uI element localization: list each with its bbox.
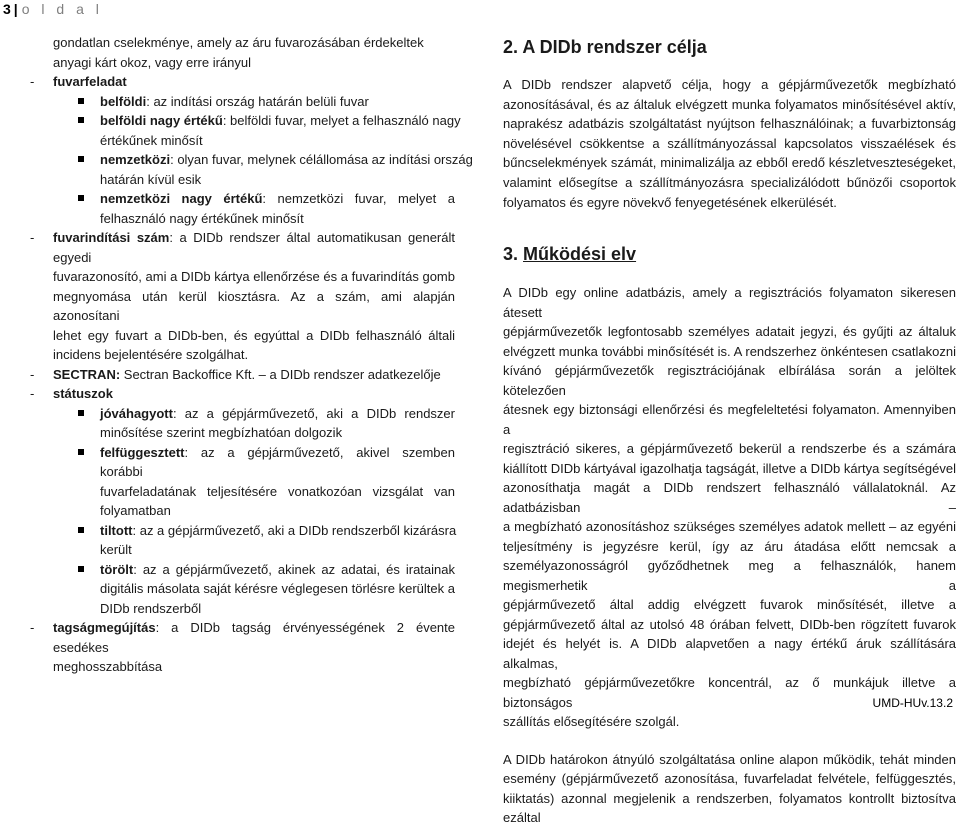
left-column (30, 33, 473, 677)
item-term: tiltott (100, 522, 133, 538)
list-dash: - (30, 386, 35, 401)
text-line: gondatlan cselekménye, amely az áru fuvarozásában érdekeltek (53, 35, 424, 50)
item-term: nemzetközi (100, 152, 171, 167)
text-line: anyagi kárt okoz, vagy erre irányul (53, 54, 251, 70)
item-term: belföldi (100, 93, 147, 109)
definition-term: státuszok (53, 386, 113, 401)
square-bullet-icon (78, 156, 84, 162)
list-dash: - (30, 74, 35, 89)
list-item: tiltott: az a gépjárművezető, aki a DIDb rendszerből kizárásra került (31, 521, 455, 560)
page-word: o l d a l (21, 1, 103, 17)
definition-term: tagságmegújítás (53, 620, 156, 635)
page-number: 3 (3, 1, 11, 17)
section-3-paragraph-1: A DIDb egy online adatbázis, amely a regisztrációs folyamaton sikeresen átesett gépjárművezetők legfontosabb személyes adatait jegyzi, és gyűjti az általuk elvégzett munka további minősítését is. A rendszerhez önkéntesen csatlakozni kívánó gépjárművezetők regisztrációjának elbírálása során a jelöltek kötelezően átesnek egy biztonsági ellenőrzési és megfeleltetési folyamaton. Amennyiben a regisztráció sikeres, a gépjárművezető bekerül a rendszerbe és a számára kiállított DIDb kártyával igazolhatja tagságát, illetve a DIDb kártya segítségével azonosíthatja magát a DIDb rendszert felhasználó vállalatoknál. Az adatbázisban – a megbízható azonosításhoz szükséges személyes adatok mellett – az egyéni teljesítmény is jegyzésre kerül, így az áru átadása előtt nemcsak a személyazonosságról győződhetnek meg a felhasználók, hanem megismerhetik a gépjárművezető által addig elvégzett fuvarok minősítését, illetve a gépjárművezető által az utolsó 48 órában felvett, DIDb-ben rögzített fuvarok idejét és helyét is. A DIDb alapvetően a nagy értékű áruk szállítására alkalmas, megbízható gépjárművezetőkre koncentrál, az ő munkájuk illetve a biztonságos szállítás elősegítésére szolgál. (503, 285, 956, 730)
definition-fuvarinditasi-szam: - fuvarindítási szám: a DIDb rendszer által automatikusan generált egyedi fuvarazonosító, ami a DIDb kártya ellenőrzése és a fuvarindítás gomb megnyomása után kerül kiosztásra. Az a szám, ami alapján azonosítani lehet egy fuvart a DIDb-ben, és egyúttal a DIDb felhasználó általi incidens bejelentésére szolgálhat. (30, 230, 455, 362)
square-bullet-icon (78, 527, 84, 533)
list-item: belföldi nagy értékű: belföldi fuvar, melyet a felhasználó nagy értékűnek minősít (31, 111, 455, 150)
item-term: nemzetközi nagy értékű (100, 191, 263, 206)
definition-statuszok (31, 384, 455, 404)
definition-tagsagmegujitas: - tagságmegújítás: a DIDb tagság érvényességének 2 évente esedékes meghosszabbítása (30, 620, 455, 674)
section-3-paragraph-2: A DIDb határokon átnyúló szolgáltatása online alapon működik, tehát minden esemény (gépjárművezető azonosítása, fuvarfeladat felvétele, felfüggesztés, kiiktatás) azonnal megjelenik a rendszerben, folyamatos kontrollt biztosítva ezáltal (503, 751, 956, 826)
square-bullet-icon (78, 410, 84, 416)
intro-text (31, 33, 455, 72)
section-2-paragraph: A DIDb rendszer alapvető célja, hogy a gépjárművezetők megbízható azonosításával, és az általuk elvégzett munka folyamatos minősítésével aktív, naprakész adatbázis szolgáltatást nyújtson felhasználóinak; a fuvarbiztonság növelésével csökkentse a szállítmányozással kapcsolatos visszaélések és bűncselekmények számát, minimalizálja az ebből eredő készletveszteségeket, valamint elősegítse a szállítmányozásra specializálódott bűnözői csoportok folyamatos és egyre növekvő fenyegetésének elkerülését. (503, 77, 956, 210)
definition-sectran: - SECTRAN: Sectran Backoffice Kft. – a DIDb rendszer adatkezelője (31, 365, 455, 385)
list-item: jóváhagyott: az a gépjárművezető, aki a DIDb rendszer minősítése szerint megbízhatóan dolgozik (31, 404, 455, 443)
square-bullet-icon (78, 195, 84, 201)
list-item: felfüggesztett: az a gépjárművezető, akivel szemben korábbi fuvarfeladatának teljesítésére vonatkozóan vizsgálat van folyamatban (31, 443, 455, 521)
list-dash: - (30, 366, 35, 382)
list-dash: - (30, 230, 35, 245)
item-term: belföldi nagy értékű (100, 113, 223, 128)
list-item: belföldi: az indítási ország határán belüli fuvar (31, 92, 455, 112)
section-3-heading: 3. Működési elv (503, 244, 637, 265)
square-bullet-icon (78, 566, 84, 572)
definition-term: fuvarindítási szám (53, 230, 170, 245)
section-2-heading: 2. A DIDb rendszer célja (503, 37, 707, 57)
document-code: UMD-HUv.13.2 (872, 696, 953, 710)
item-term: törölt (100, 561, 134, 577)
item-term: felfüggesztett (100, 444, 185, 460)
definition-fuvarfeladat (31, 72, 455, 92)
page-header-divider: | (13, 1, 18, 17)
page-header (3, 1, 103, 17)
square-bullet-icon (78, 117, 84, 123)
list-item: nemzetközi nagy értékű: nemzetközi fuvar, melyet a felhasználó nagy értékűnek minősít (31, 189, 455, 228)
definition-term: SECTRAN: (53, 366, 121, 382)
item-term: jóváhagyott (100, 405, 173, 421)
list-item: törölt: az a gépjárművezető, akinek az adatai, és iratainak digitális másolata saját kérésre véglegesen törlésre kerültek a DIDb rendszerből (31, 560, 455, 619)
square-bullet-icon (78, 449, 84, 455)
list-item: nemzetközi: olyan fuvar, melynek célállomása az indítási ország határán kívül esik (31, 150, 455, 189)
square-bullet-icon (78, 98, 84, 104)
list-dash: - (30, 620, 35, 635)
definition-term: fuvarfeladat (53, 74, 127, 89)
